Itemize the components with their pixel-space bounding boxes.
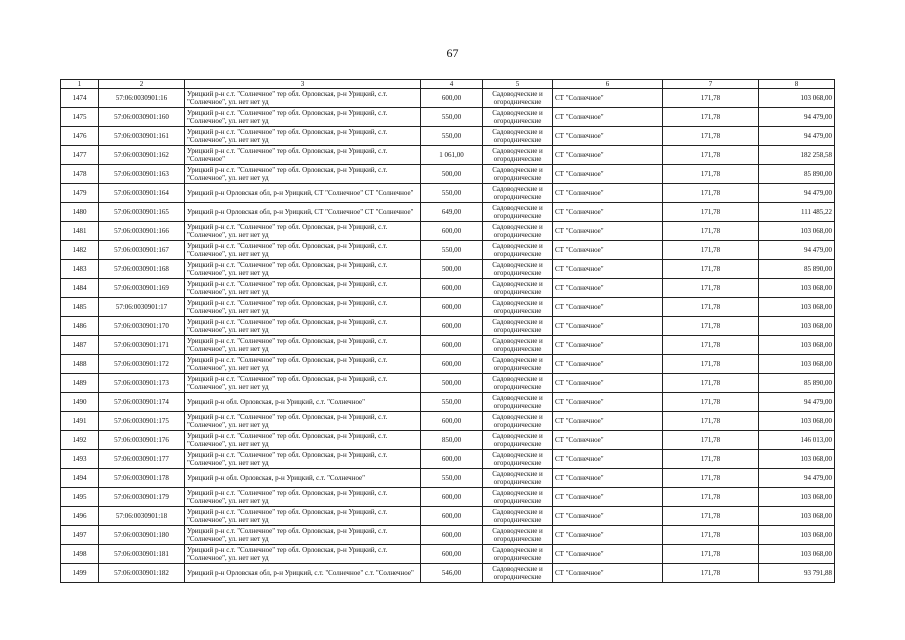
land-use-cell: Садоводческие и огороднические — [483, 450, 553, 469]
cadastral-number-cell: 57:06:0030901:179 — [99, 488, 185, 507]
unit-price-cell: 171,78 — [663, 260, 759, 279]
cadastral-cost-cell: 85 890,00 — [759, 374, 835, 393]
address-cell: Урицкий р-н с.т. "Солнечное" тер обл. Орловская, р-н Урицкий, с.т. "Солнечное", ул. нет нет уд — [185, 488, 421, 507]
area-cell: 550,00 — [421, 108, 483, 127]
address-cell: Урицкий р-н с.т. "Солнечное" тер обл. Орловская, р-н Урицкий, с.т. "Солнечное", ул. нет нет уд — [185, 450, 421, 469]
table-row — [61, 526, 835, 545]
row-number-cell: 1476 — [61, 127, 99, 146]
cadastral-cost-cell: 103 068,00 — [759, 488, 835, 507]
column-header-3: 3 — [185, 80, 421, 89]
area-cell: 600,00 — [421, 298, 483, 317]
address-cell: Урицкий р-н обл. Орловская, р-н Урицкий, с.т. "Солнечное" — [185, 393, 421, 412]
cadastral-cost-cell: 94 479,00 — [759, 108, 835, 127]
area-cell: 649,00 — [421, 203, 483, 222]
organization-cell: СТ "Солнечное" — [553, 127, 663, 146]
row-number-cell: 1498 — [61, 545, 99, 564]
address-cell: Урицкий р-н с.т. "Солнечное" тер обл. Орловская, р-н Урицкий, с.т. "Солнечное", ул. нет нет уд — [185, 431, 421, 450]
organization-cell: СТ "Солнечное" — [553, 279, 663, 298]
cadastral-cost-cell: 94 479,00 — [759, 469, 835, 488]
address-cell: Урицкий р-н с.т. "Солнечное" тер обл. Орловская, р-н Урицкий, с.т. "Солнечное", ул. нет нет уд — [185, 526, 421, 545]
unit-price-cell: 171,78 — [663, 355, 759, 374]
area-cell: 500,00 — [421, 374, 483, 393]
address-cell: Урицкий р-н с.т. "Солнечное" тер обл. Орловская, р-н Урицкий, с.т. "Солнечное", ул. нет нет уд — [185, 412, 421, 431]
table-row — [61, 450, 835, 469]
land-use-cell: Садоводческие и огороднические — [483, 146, 553, 165]
unit-price-cell: 171,78 — [663, 431, 759, 450]
address-cell: Урицкий р-н с.т. "Солнечное" тер обл. Орловская, р-н Урицкий, с.т. "Солнечное", ул. нет нет уд — [185, 317, 421, 336]
row-number-cell: 1479 — [61, 184, 99, 203]
cadastral-cost-cell: 103 068,00 — [759, 526, 835, 545]
area-cell: 550,00 — [421, 184, 483, 203]
row-number-cell: 1483 — [61, 260, 99, 279]
area-cell: 600,00 — [421, 450, 483, 469]
table-row — [61, 564, 835, 583]
row-number-cell: 1494 — [61, 469, 99, 488]
organization-cell: СТ "Солнечное" — [553, 146, 663, 165]
organization-cell: СТ "Солнечное" — [553, 222, 663, 241]
row-number-cell: 1475 — [61, 108, 99, 127]
unit-price-cell: 171,78 — [663, 545, 759, 564]
table-row — [61, 488, 835, 507]
table-row — [61, 507, 835, 526]
row-number-cell: 1488 — [61, 355, 99, 374]
organization-cell: СТ "Солнечное" — [553, 203, 663, 222]
column-header-7: 7 — [663, 80, 759, 89]
address-cell: Урицкий р-н с.т. "Солнечное" тер обл. Орловская, р-н Урицкий, с.т. "Солнечное", ул. нет нет уд — [185, 279, 421, 298]
land-use-cell: Садоводческие и огороднические — [483, 165, 553, 184]
cadastral-cost-cell: 103 068,00 — [759, 279, 835, 298]
unit-price-cell: 171,78 — [663, 279, 759, 298]
address-cell: Урицкий р-н с.т. "Солнечное" тер обл. Орловская, р-н Урицкий, с.т. "Солнечное", ул. нет нет уд — [185, 507, 421, 526]
column-header-2: 2 — [99, 80, 185, 89]
table-row — [61, 165, 835, 184]
cadastral-number-cell: 57:06:0030901:166 — [99, 222, 185, 241]
table-row — [61, 260, 835, 279]
row-number-cell: 1496 — [61, 507, 99, 526]
unit-price-cell: 171,78 — [663, 89, 759, 108]
row-number-cell: 1480 — [61, 203, 99, 222]
table-row — [61, 545, 835, 564]
cadastral-number-cell: 57:06:0030901:176 — [99, 431, 185, 450]
unit-price-cell: 171,78 — [663, 146, 759, 165]
table-header — [61, 80, 835, 89]
address-cell: Урицкий р-н Орловская обл, р-н Урицкий, с.т. "Солнечное" с.т. "Солнечное" — [185, 564, 421, 583]
cadastral-cost-cell: 146 013,00 — [759, 431, 835, 450]
row-number-cell: 1484 — [61, 279, 99, 298]
land-use-cell: Садоводческие и огороднические — [483, 203, 553, 222]
organization-cell: СТ "Солнечное" — [553, 488, 663, 507]
organization-cell: СТ "Солнечное" — [553, 374, 663, 393]
area-cell: 500,00 — [421, 165, 483, 184]
row-number-cell: 1495 — [61, 488, 99, 507]
column-header-1: 1 — [61, 80, 99, 89]
table-row — [61, 279, 835, 298]
land-use-cell: Садоводческие и огороднические — [483, 222, 553, 241]
column-header-6: 6 — [553, 80, 663, 89]
organization-cell: СТ "Солнечное" — [553, 184, 663, 203]
cadastral-number-cell: 57:06:0030901:177 — [99, 450, 185, 469]
address-cell: Урицкий р-н с.т. "Солнечное" тер обл. Орловская, р-н Урицкий, с.т. "Солнечное", ул. нет нет уд — [185, 336, 421, 355]
land-registry-table — [60, 79, 835, 583]
organization-cell: СТ "Солнечное" — [553, 393, 663, 412]
address-cell: Урицкий р-н с.т. "Солнечное" тер обл. Орловская, р-н Урицкий, с.т. "Солнечное", ул. нет нет уд — [185, 165, 421, 184]
cadastral-cost-cell: 94 479,00 — [759, 241, 835, 260]
unit-price-cell: 171,78 — [663, 393, 759, 412]
unit-price-cell: 171,78 — [663, 127, 759, 146]
cadastral-number-cell: 57:06:0030901:175 — [99, 412, 185, 431]
address-cell: Урицкий р-н с.т. "Солнечное" тер обл. Орловская, р-н Урицкий, с.т. "Солнечное", ул. нет нет уд — [185, 374, 421, 393]
cadastral-number-cell: 57:06:0030901:167 — [99, 241, 185, 260]
unit-price-cell: 171,78 — [663, 336, 759, 355]
organization-cell: СТ "Солнечное" — [553, 260, 663, 279]
cadastral-number-cell: 57:06:0030901:169 — [99, 279, 185, 298]
row-number-cell: 1490 — [61, 393, 99, 412]
table-row — [61, 127, 835, 146]
table-row — [61, 298, 835, 317]
cadastral-number-cell: 57:06:0030901:178 — [99, 469, 185, 488]
area-cell: 550,00 — [421, 469, 483, 488]
table-row — [61, 412, 835, 431]
cadastral-cost-cell: 85 890,00 — [759, 165, 835, 184]
row-number-cell: 1491 — [61, 412, 99, 431]
row-number-cell: 1477 — [61, 146, 99, 165]
land-use-cell: Садоводческие и огороднические — [483, 507, 553, 526]
land-use-cell: Садоводческие и огороднические — [483, 184, 553, 203]
unit-price-cell: 171,78 — [663, 488, 759, 507]
area-cell: 600,00 — [421, 507, 483, 526]
cadastral-number-cell: 57:06:0030901:160 — [99, 108, 185, 127]
cadastral-cost-cell: 94 479,00 — [759, 127, 835, 146]
row-number-cell: 1474 — [61, 89, 99, 108]
land-use-cell: Садоводческие и огороднические — [483, 393, 553, 412]
land-use-cell: Садоводческие и огороднические — [483, 317, 553, 336]
row-number-cell: 1497 — [61, 526, 99, 545]
land-use-cell: Садоводческие и огороднические — [483, 431, 553, 450]
cadastral-number-cell: 57:06:0030901:174 — [99, 393, 185, 412]
organization-cell: СТ "Солнечное" — [553, 431, 663, 450]
address-cell: Урицкий р-н с.т. "Солнечное" тер обл. Орловская, р-н Урицкий, с.т. "Солнечное", ул. нет нет уд — [185, 127, 421, 146]
land-use-cell: Садоводческие и огороднические — [483, 127, 553, 146]
organization-cell: СТ "Солнечное" — [553, 165, 663, 184]
organization-cell: СТ "Солнечное" — [553, 317, 663, 336]
organization-cell: СТ "Солнечное" — [553, 564, 663, 583]
land-use-cell: Садоводческие и огороднические — [483, 488, 553, 507]
cadastral-cost-cell: 103 068,00 — [759, 450, 835, 469]
unit-price-cell: 171,78 — [663, 507, 759, 526]
cadastral-cost-cell: 103 068,00 — [759, 298, 835, 317]
cadastral-number-cell: 57:06:0030901:162 — [99, 146, 185, 165]
address-cell: Урицкий р-н обл. Орловская, р-н Урицкий, с.т. "Солнечное" — [185, 469, 421, 488]
table-row — [61, 203, 835, 222]
organization-cell: СТ "Солнечное" — [553, 545, 663, 564]
table-row — [61, 393, 835, 412]
area-cell: 600,00 — [421, 545, 483, 564]
column-header-4: 4 — [421, 80, 483, 89]
row-number-cell: 1482 — [61, 241, 99, 260]
page-number: 67 — [446, 46, 459, 60]
unit-price-cell: 171,78 — [663, 203, 759, 222]
unit-price-cell: 171,78 — [663, 450, 759, 469]
area-cell: 600,00 — [421, 488, 483, 507]
area-cell: 600,00 — [421, 336, 483, 355]
header-row — [61, 80, 835, 89]
cadastral-cost-cell: 103 068,00 — [759, 222, 835, 241]
address-cell: Урицкий р-н с.т. "Солнечное" тер обл. Орловская, р-н Урицкий, с.т. "Солнечное", ул. нет нет уд — [185, 89, 421, 108]
cadastral-cost-cell: 85 890,00 — [759, 260, 835, 279]
unit-price-cell: 171,78 — [663, 317, 759, 336]
area-cell: 850,00 — [421, 431, 483, 450]
land-use-cell: Садоводческие и огороднические — [483, 469, 553, 488]
area-cell: 546,00 — [421, 564, 483, 583]
column-header-8: 8 — [759, 80, 835, 89]
table-row — [61, 108, 835, 127]
area-cell: 500,00 — [421, 260, 483, 279]
land-use-cell: Садоводческие и огороднические — [483, 298, 553, 317]
table-row — [61, 431, 835, 450]
land-use-cell: Садоводческие и огороднические — [483, 336, 553, 355]
cadastral-number-cell: 57:06:0030901:181 — [99, 545, 185, 564]
address-cell: Урицкий р-н с.т. "Солнечное" тер обл. Орловская, р-н Урицкий, с.т. "Солнечное", ул. нет нет уд — [185, 222, 421, 241]
row-number-cell: 1485 — [61, 298, 99, 317]
cadastral-number-cell: 57:06:0030901:18 — [99, 507, 185, 526]
area-cell: 550,00 — [421, 241, 483, 260]
table-row — [61, 241, 835, 260]
cadastral-number-cell: 57:06:0030901:170 — [99, 317, 185, 336]
area-cell: 600,00 — [421, 89, 483, 108]
row-number-cell: 1486 — [61, 317, 99, 336]
address-cell: Урицкий р-н с.т. "Солнечное" тер обл. Орловская, р-н Урицкий, с.т. "Солнечное", ул. нет нет уд — [185, 298, 421, 317]
organization-cell: СТ "Солнечное" — [553, 241, 663, 260]
organization-cell: СТ "Солнечное" — [553, 336, 663, 355]
table-row — [61, 184, 835, 203]
cadastral-cost-cell: 103 068,00 — [759, 412, 835, 431]
address-cell: Урицкий р-н с.т. "Солнечное" тер обл. Орловская, р-н Урицкий, с.т. "Солнечное" — [185, 146, 421, 165]
cadastral-number-cell: 57:06:0030901:163 — [99, 165, 185, 184]
cadastral-number-cell: 57:06:0030901:168 — [99, 260, 185, 279]
row-number-cell: 1489 — [61, 374, 99, 393]
row-number-cell: 1493 — [61, 450, 99, 469]
organization-cell: СТ "Солнечное" — [553, 450, 663, 469]
table-row — [61, 317, 835, 336]
unit-price-cell: 171,78 — [663, 165, 759, 184]
cadastral-cost-cell: 103 068,00 — [759, 89, 835, 108]
land-use-cell: Садоводческие и огороднические — [483, 241, 553, 260]
cadastral-cost-cell: 94 479,00 — [759, 184, 835, 203]
table-row — [61, 469, 835, 488]
area-cell: 550,00 — [421, 393, 483, 412]
organization-cell: СТ "Солнечное" — [553, 412, 663, 431]
cadastral-cost-cell: 103 068,00 — [759, 336, 835, 355]
row-number-cell: 1478 — [61, 165, 99, 184]
cadastral-number-cell: 57:06:0030901:16 — [99, 89, 185, 108]
table-row — [61, 336, 835, 355]
address-cell: Урицкий р-н с.т. "Солнечное" тер обл. Орловская, р-н Урицкий, с.т. "Солнечное", ул. нет нет уд — [185, 545, 421, 564]
cadastral-cost-cell: 103 068,00 — [759, 355, 835, 374]
organization-cell: СТ "Солнечное" — [553, 108, 663, 127]
address-cell: Урицкий р-н Орловская обл, р-н Урицкий, СТ "Солнечное" СТ "Солнечное" — [185, 184, 421, 203]
cadastral-cost-cell: 182 258,58 — [759, 146, 835, 165]
land-use-cell: Садоводческие и огороднические — [483, 412, 553, 431]
land-use-cell: Садоводческие и огороднические — [483, 89, 553, 108]
area-cell: 1 061,00 — [421, 146, 483, 165]
cadastral-number-cell: 57:06:0030901:164 — [99, 184, 185, 203]
land-use-cell: Садоводческие и огороднические — [483, 545, 553, 564]
table-row — [61, 89, 835, 108]
row-number-cell: 1487 — [61, 336, 99, 355]
unit-price-cell: 171,78 — [663, 298, 759, 317]
organization-cell: СТ "Солнечное" — [553, 89, 663, 108]
table-row — [61, 146, 835, 165]
organization-cell: СТ "Солнечное" — [553, 507, 663, 526]
land-use-cell: Садоводческие и огороднические — [483, 355, 553, 374]
land-use-cell: Садоводческие и огороднические — [483, 108, 553, 127]
unit-price-cell: 171,78 — [663, 564, 759, 583]
unit-price-cell: 171,78 — [663, 412, 759, 431]
column-header-5: 5 — [483, 80, 553, 89]
land-use-cell: Садоводческие и огороднические — [483, 279, 553, 298]
cadastral-number-cell: 57:06:0030901:180 — [99, 526, 185, 545]
address-cell: Урицкий р-н с.т. "Солнечное" тер обл. Орловская, р-н Урицкий, с.т. "Солнечное", ул. нет нет уд — [185, 241, 421, 260]
organization-cell: СТ "Солнечное" — [553, 355, 663, 374]
area-cell: 550,00 — [421, 127, 483, 146]
land-use-cell: Садоводческие и огороднические — [483, 374, 553, 393]
area-cell: 600,00 — [421, 222, 483, 241]
land-use-cell: Садоводческие и огороднические — [483, 564, 553, 583]
cadastral-number-cell: 57:06:0030901:165 — [99, 203, 185, 222]
area-cell: 600,00 — [421, 355, 483, 374]
area-cell: 600,00 — [421, 412, 483, 431]
cadastral-cost-cell: 94 479,00 — [759, 393, 835, 412]
area-cell: 600,00 — [421, 279, 483, 298]
address-cell: Урицкий р-н с.т. "Солнечное" тер обл. Орловская, р-н Урицкий, с.т. "Солнечное", ул. нет нет уд — [185, 355, 421, 374]
cadastral-cost-cell: 103 068,00 — [759, 317, 835, 336]
organization-cell: СТ "Солнечное" — [553, 298, 663, 317]
address-cell: Урицкий р-н с.т. "Солнечное" тер обл. Орловская, р-н Урицкий, с.т. "Солнечное", ул. нет нет уд — [185, 260, 421, 279]
unit-price-cell: 171,78 — [663, 184, 759, 203]
unit-price-cell: 171,78 — [663, 374, 759, 393]
cadastral-number-cell: 57:06:0030901:17 — [99, 298, 185, 317]
cadastral-number-cell: 57:06:0030901:171 — [99, 336, 185, 355]
cadastral-number-cell: 57:06:0030901:173 — [99, 374, 185, 393]
table-row — [61, 222, 835, 241]
cadastral-cost-cell: 103 068,00 — [759, 545, 835, 564]
unit-price-cell: 171,78 — [663, 526, 759, 545]
unit-price-cell: 171,78 — [663, 241, 759, 260]
unit-price-cell: 171,78 — [663, 108, 759, 127]
cadastral-number-cell: 57:06:0030901:182 — [99, 564, 185, 583]
organization-cell: СТ "Солнечное" — [553, 469, 663, 488]
cadastral-number-cell: 57:06:0030901:172 — [99, 355, 185, 374]
table-row — [61, 355, 835, 374]
row-number-cell: 1499 — [61, 564, 99, 583]
cadastral-cost-cell: 93 791,88 — [759, 564, 835, 583]
cadastral-cost-cell: 103 068,00 — [759, 507, 835, 526]
organization-cell: СТ "Солнечное" — [553, 526, 663, 545]
address-cell: Урицкий р-н с.т. "Солнечное" тер обл. Орловская, р-н Урицкий, с.т. "Солнечное", ул. нет нет уд — [185, 108, 421, 127]
unit-price-cell: 171,78 — [663, 469, 759, 488]
table-row — [61, 374, 835, 393]
address-cell: Урицкий р-н Орловская обл, р-н Урицкий, СТ "Солнечное" СТ "Солнечное" — [185, 203, 421, 222]
cadastral-cost-cell: 111 485,22 — [759, 203, 835, 222]
cadastral-number-cell: 57:06:0030901:161 — [99, 127, 185, 146]
row-number-cell: 1492 — [61, 431, 99, 450]
land-use-cell: Садоводческие и огороднические — [483, 526, 553, 545]
unit-price-cell: 171,78 — [663, 222, 759, 241]
area-cell: 600,00 — [421, 526, 483, 545]
row-number-cell: 1481 — [61, 222, 99, 241]
land-use-cell: Садоводческие и огороднические — [483, 260, 553, 279]
table-body — [61, 89, 835, 583]
area-cell: 600,00 — [421, 317, 483, 336]
